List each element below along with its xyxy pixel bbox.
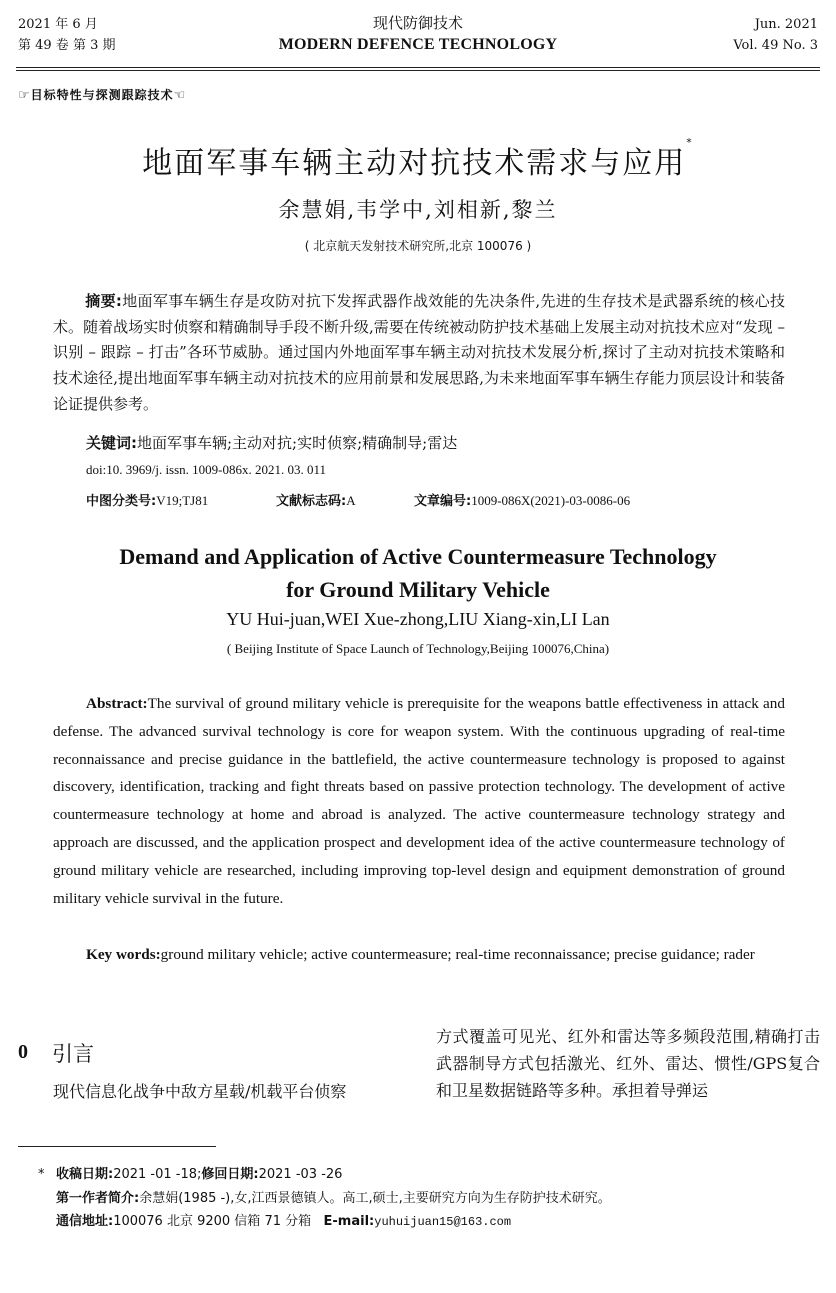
first-author-value: 余慧娟(1985 -),女,江西景德镇人。高工,硕士,主要研究方向为生存防护技术研究。 [139,1190,611,1206]
footnote-rule [18,1146,216,1147]
doc-code-value: A [346,493,356,508]
keywords-en-text: ground military vehicle; active countermeasure; real-time reconnaissance; precise guidance; rader [160,946,755,963]
clc-label: 中图分类号: [86,494,157,509]
clc-value: V19;TJ81 [156,493,209,508]
address-value: 100076 北京 9200 信箱 71 分箱 [113,1214,312,1229]
journal-name-cn: 现代防御技术 [372,14,463,32]
abstract-en [53,690,785,912]
journal-name [0,12,836,56]
email-value: yuhuijuan15@163.com [374,1215,512,1229]
keywords-cn-text: 地面军事车辆;主动对抗;实时侦察;精确制导;雷达 [137,434,458,452]
header-date: 2021 年 6 月 [18,17,98,32]
keywords-en [53,941,785,969]
doi: doi:10. 3969/j. issn. 1009-086x. 2021. 03. 011 [86,462,327,477]
address-label: 通信地址: [56,1214,114,1229]
email-label: E-mail: [323,1214,375,1229]
column-label: 目标特性与探测跟踪技术 [30,88,174,102]
footnote-dates [38,1163,611,1187]
header-rule-secondary [16,70,820,71]
revised-value: 2021 -03 -26 [258,1167,343,1182]
affiliation-cn: ( 北京航天发射技术研究所,北京 100076 ) [304,239,532,253]
pointing-hand-right-icon: ☞ [18,88,31,103]
article-no-value: 1009-086X(2021)-03-0086-06 [471,493,631,508]
affiliation-en: ( Beijing Institute of Space Launch of Technology,Beijing 100076,China) [226,641,610,656]
paper-title-en-line2: for Ground Military Vehicle [286,577,550,602]
header-issue-info-en [733,14,818,56]
keywords-cn-label: 关键词: [86,434,137,452]
first-author-label: 第一作者简介: [56,1190,140,1206]
doc-code-label: 文献标志码: [276,494,347,509]
abstract-cn [53,289,785,418]
paper-title-en [0,540,836,606]
section-number: 0 [18,1041,28,1063]
header-date-en: Jun. 2021 [754,17,818,32]
pointing-hand-left-icon: ☜ [173,88,187,103]
abstract-en-label: Abstract: [86,695,148,712]
article-no-label: 文章编号: [414,494,472,509]
footnote-author [38,1187,611,1211]
header-rule [16,67,820,68]
received-value: 2021 -01 -18; [113,1167,202,1182]
paper-title-cn-text: 地面军事车辆主动对抗技术需求与应用 [142,146,687,181]
abstract-cn-text: 地面军事车辆生存是攻防对抗下发挥武器作战效能的先决条件,先进的生存技术是武器系统的核心技术。随着战场实时侦察和精确制导手段不断升级,需要在传统被动防护技术基础上发展主动对抗技术应对“发现 – 识别 – 跟踪 – 打击”各环节威胁。通过国内外地面军事车辆主动对抗技术发展分析,探讨了主动对抗技术策略和技术途径,提出地面军事车辆主动对抗技术的应用前景和发展思路,为未来地面军事车辆生存能力顶层设计和装备论证提供参考。 [53,292,786,413]
abstract-cn-label: 摘要: [85,292,122,310]
footnote-address [38,1210,611,1235]
revised-label: 修回日期: [201,1167,259,1182]
authors-en: YU Hui-juan,WEI Xue-zhong,LIU Xiang-xin,LI Lan [226,609,610,629]
paper-title-en-line1: Demand and Application of Active Countermeasure Technology [119,544,717,569]
header-volume-issue-en: Vol. 49 No. 3 [733,38,818,53]
body-text-right-column: 方式覆盖可见光、红外和雷达等多频段范围,精确打击武器制导方式包括激光、红外、雷达、惯性/GPS复合和卫星数据链路等多种。承担着导弹运 [436,1027,820,1100]
funding-mark: * [686,136,694,149]
keywords-cn [86,432,457,454]
authors-cn: 余慧娟,韦学中,刘相新,黎兰 [278,198,558,222]
body-text-left-column: 现代信息化战争中敌方星载/机载平台侦察 [53,1082,347,1101]
column-tag [18,86,186,103]
paper-title-cn [0,138,836,182]
journal-name-en: MODERN DEFENCE TECHNOLOGY [278,36,558,53]
abstract-en-text: The survival of ground military vehicle is prerequisite for the weapons battle effectiveness in attack and defense. The advanced survival technology is core for weapon system. With the continuous upgrading of real-time reconnaissance and precise guidance in the battlefield, the active countermeasure technology is proposed to against discovery, identification, tracking and fight threats based on passive protection technology. The development of active countermeasure technology at home and abroad is analyzed. The active countermeasure technology strategy and approach are discussed, and the application prospect and development idea of the active countermeasure technology of ground military vehicle are researched, including improving top-level design and equipment demonstration of ground military vehicle survival in the future. [53,695,785,907]
footnote-mark: * [38,1167,45,1182]
keywords-en-label: Key words: [86,946,161,963]
footnote [38,1163,611,1235]
classification-line [86,490,631,509]
section-title: 引言 [52,1042,94,1066]
received-label: 收稿日期: [56,1167,114,1182]
header-volume-issue-cn: 第 49 卷 第 3 期 [18,38,116,53]
